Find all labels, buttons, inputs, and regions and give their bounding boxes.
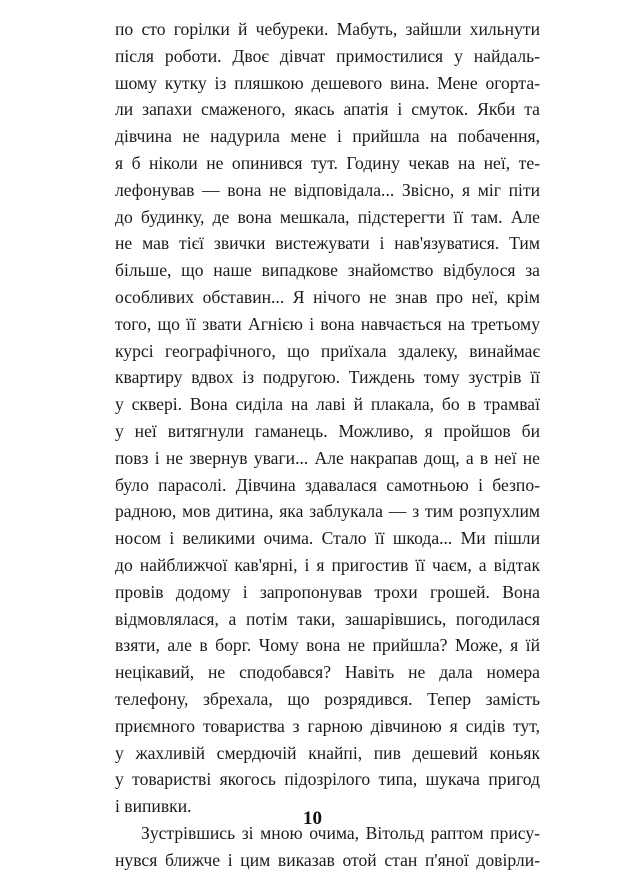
text-line: носом і великими очима. Стало її шкода... Ми пішли [115,528,540,549]
text-line: і випивки. [115,796,192,817]
text-line: у жахливій смердючій кнайпі, пив дешевий коньяк [115,742,540,763]
text-line: до найближчої кав'ярні, і я пригостив її чаєм, а відтак [115,554,540,575]
body-text [115,16,540,874]
text-line: у сквері. Вона сиділа на лаві й плакала, бо в трамваї [115,394,540,415]
text-line: телефону, збрехала, що розрядився. Тепер замість [115,688,540,709]
text-line: шому кутку із пляшкою дешевого вина. Мене огорта- [115,72,540,93]
text-line: радною, мов дитина, яка заблукала — з тим розпухлим [115,501,540,522]
text-line: квартиру вдвох із подругою. Тиждень тому зустрів її [115,367,540,388]
text-line: я б ніколи не опинився тут. Годину чекав на неї, те- [115,152,540,173]
text-line: лефонував — вона не відповідала... Звісно, я міг піти [115,179,540,200]
text-line: у товаристві якогось підозрілого типа, шукача пригод [115,769,540,790]
text-line: після роботи. Двоє дівчат примостилися у найдаль- [115,45,540,66]
text-line: провів додому і запропонував трохи грошей. Вона [115,581,540,602]
text-line: курсі географічного, що приїхала здалеку, винаймає [115,340,540,361]
text-line: Зустрівшись зі мною очима, Вітольд раптом прису- [141,822,540,843]
text-line: того, що її звати Агнією і вона навчається на третьому [115,313,540,334]
text-line: дівчина не надурила мене і прийшла на побачення, [115,126,540,147]
text-line: у неї витягнули гаманець. Можливо, я пройшов би [115,420,540,441]
text-line: нувся ближче і цим виказав отой стан п'яної довірли- [115,849,540,870]
paragraph-1 [115,16,540,820]
text-line: по сто горілки й чебуреки. Мабуть, зайшли хильнути [115,19,540,39]
text-line: приємного товариства з гарною дівчиною я сидів тут, [115,715,540,736]
text-line: до будинку, де вона мешкала, підстерегти її там. Але [115,206,540,227]
text-line: більше, що наше випадкове знайомство відбулося за [115,260,540,281]
text-line: було парасолі. Дівчина здавалася самотньою і безпо- [115,474,540,495]
text-line: взяти, але в борг. Чому вона не прийшла? Може, я їй [115,635,540,656]
text-line: не мав тієї звички вистежувати і нав'язуватися. Тим [115,233,540,254]
text-line: ли запахи смаженого, якась апатія і смуток. Якби та [115,99,540,120]
page-number: 10 [303,808,322,829]
text-line: відмовлялася, а потім таки, зашарівшись, погодилася [115,608,540,629]
text-line: особливих обставин... Я нічого не знав про неї, крім [115,286,540,307]
text-line: повз і не звернув уваги... Але накрапав дощ, а в неї не [115,447,540,468]
text-line: нецікавий, не сподобався? Навіть не дала номера [115,662,540,683]
